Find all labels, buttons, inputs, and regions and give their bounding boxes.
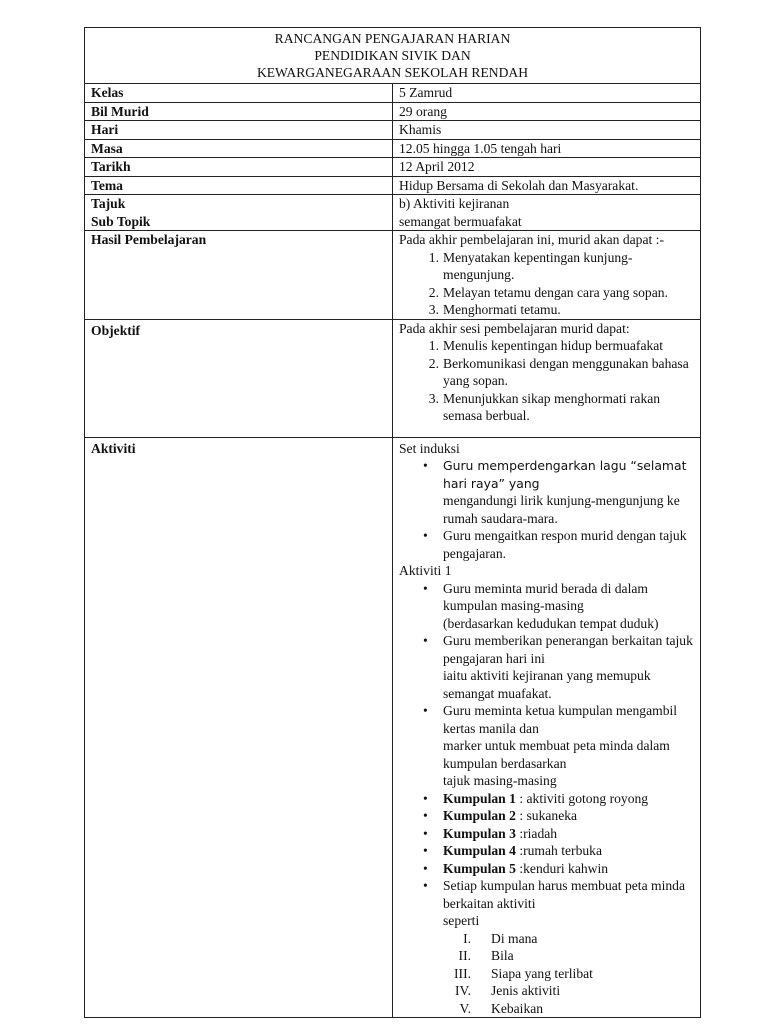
kumpulan-item [399,825,700,843]
value-tajuk: b) Aktiviti kejiranan [399,196,510,211]
value-tajuk-subtopik [393,195,701,231]
list-number: 3. [428,390,439,406]
list-item [399,337,700,355]
list-item [399,527,700,562]
label-masa: Masa [85,139,393,158]
list-item [399,457,700,527]
list-item [399,284,700,302]
list-number: V. [459,1000,471,1016]
kumpulan-sep: : [515,808,527,823]
bullet-icon: • [423,860,428,876]
list-item [399,702,700,790]
aktiviti-1-list [399,580,700,930]
value-hasil [393,231,701,320]
list-item [399,390,700,425]
list-number: I. [463,930,471,946]
bullet-icon: • [423,703,428,718]
label-tarikh: Tarikh [85,158,393,177]
value-hari: Khamis [393,121,701,140]
list-text: Guru meminta murid berada di dalam kumpulan masing-masing [443,580,648,613]
list-number: III. [454,965,471,981]
list-number: IV. [455,983,471,998]
label-tema: Tema [85,176,393,195]
list-text-cont: seperti [443,913,480,928]
bullet-icon: • [423,790,428,806]
kumpulan-name: Kumpulan 1 [443,790,516,806]
label-sub-topik: Sub Topik [91,213,151,229]
list-item [399,965,700,983]
list-text-cont: marker untuk membuat peta minda dalam kumpulan berdasarkan [443,738,670,771]
list-item [399,249,700,284]
bullet-icon: • [423,825,428,841]
list-item [399,947,700,965]
list-item [399,930,700,948]
row-kelas [85,84,701,103]
bullet-icon: • [423,528,428,543]
list-number: 2. [428,284,439,300]
kumpulan-name: Kumpulan 5 [443,860,516,876]
kumpulan-name: Kumpulan 2 [443,808,516,823]
label-hari: Hari [85,121,393,140]
value-kelas: 5 Zamrud [393,84,701,103]
lesson-plan-table [84,27,701,1018]
list-number: 1. [428,338,439,353]
title-line-1: RANCANGAN PENGAJARAN HARIAN [274,31,511,46]
header-row [85,28,701,84]
list-item [399,580,700,633]
list-number: 3. [428,302,439,317]
document-title [85,28,701,84]
list-text-cont: mengandungi lirik kunjung-mengunjung ke rumah saudara-mara. [443,493,680,526]
row-masa [85,139,701,158]
row-hari [85,121,701,140]
bullet-icon: • [423,878,428,893]
bullet-icon: • [423,808,428,823]
list-number: 2. [428,355,439,371]
value-aktiviti [393,437,701,1018]
list-text: Setiap kumpulan harus membuat peta minda berkaitan aktiviti [443,878,685,911]
list-text: Menulis kepentingan hidup bermuafakat [443,338,664,353]
list-number: II. [458,948,471,963]
value-tema: Hidup Bersama di Sekolah dan Masyarakat. [393,176,701,195]
kumpulan-topic: aktiviti gotong royong [526,790,649,806]
label-aktiviti: Aktiviti [85,437,393,1018]
row-tarikh [85,158,701,177]
kumpulan-sep: : [515,843,524,858]
label-tajuk-subtopik [85,195,393,231]
list-text-cont: tajuk masing-masing [443,773,557,788]
list-text-cont: (berdasarkan kedudukan tempat duduk) [443,615,659,631]
row-bil-murid [85,102,701,121]
list-text: Guru memperdengarkan lagu “selamat hari raya” yang [443,458,687,491]
list-text: Bila [491,948,514,963]
roman-list [399,930,700,1018]
kumpulan-topic: rumah terbuka [523,843,602,858]
aktiviti-1-heading: Aktiviti 1 [399,563,452,578]
list-text: Berkomunikasi dengan menggunakan bahasa yang sopan. [443,355,689,388]
bullet-icon: • [423,580,428,596]
list-text: Melayan tetamu dengan cara yang sopan. [443,284,668,300]
kumpulan-topic: sukaneka [526,808,578,823]
kumpulan-item [399,807,700,825]
kumpulan-name: Kumpulan 3 [443,825,516,841]
label-bil-murid: Bil Murid [85,102,393,121]
title-line-2: PENDIDIKAN SIVIK DAN [314,48,471,63]
list-text: Menunjukkan sikap menghormati rakan semasa berbual. [443,390,661,423]
list-item [399,632,700,702]
row-objektif [85,319,701,437]
list-text: Menghormati tetamu. [443,302,561,317]
set-induksi-heading: Set induksi [399,440,460,456]
label-hasil: Hasil Pembelajaran [85,231,393,320]
value-masa: 12.05 hingga 1.05 tengah hari [393,139,701,158]
list-item [399,301,700,319]
kumpulan-sep: : [515,825,524,841]
kumpulan-item [399,860,700,878]
bullet-icon: • [423,843,428,858]
bullet-icon: • [423,633,428,648]
kumpulan-sep: : [515,790,527,806]
objektif-intro: Pada akhir sesi pembelajaran murid dapat: [399,320,630,336]
list-number: 1. [428,249,439,265]
list-item [399,982,700,1000]
value-objektif [393,319,701,437]
label-objektif: Objektif [85,319,393,437]
list-item [399,1000,700,1018]
label-kelas: Kelas [85,84,393,103]
induksi-list [399,457,700,562]
row-aktiviti [85,437,701,1018]
list-text: Menyatakan kepentingan kunjung-mengunjung. [443,249,633,282]
row-tema [85,176,701,195]
list-text: Guru memberikan penerangan berkaitan tajuk pengajaran hari ini [443,633,693,666]
label-tajuk: Tajuk [91,196,126,211]
hasil-list [399,249,700,319]
kumpulan-item [399,842,700,860]
list-text: Guru meminta ketua kumpulan mengambil kertas manila dan [443,703,678,736]
title-line-3: KEWARGANEGARAAN SEKOLAH RENDAH [256,65,529,80]
objektif-list [399,337,700,425]
value-bil-murid: 29 orang [393,102,701,121]
list-text: Siapa yang terlibat [491,965,593,981]
list-text: Kebaikan [491,1000,544,1016]
kumpulan-topic: riadah [523,825,558,841]
value-tarikh: 12 April 2012 [393,158,701,177]
list-text: Di mana [491,930,538,946]
hasil-intro: Pada akhir pembelajaran ini, murid akan dapat :- [399,232,664,247]
value-sub-topik: semangat bermuafakat [399,213,522,229]
bullet-icon: • [423,458,428,473]
row-tajuk [85,195,701,231]
list-item [399,355,700,390]
list-text: Jenis aktiviti [491,983,561,998]
list-text-cont: iaitu aktiviti kejiranan yang memupuk semangat muafakat. [443,668,651,701]
list-item [399,877,700,930]
row-hasil [85,231,701,320]
list-text: Guru mengaitkan respon murid dengan tajuk pengajaran. [443,528,687,561]
kumpulan-item [399,790,700,808]
kumpulan-name: Kumpulan 4 [443,843,516,858]
kumpulan-sep: : [515,860,524,876]
kumpulan-topic: kenduri kahwin [523,860,609,876]
